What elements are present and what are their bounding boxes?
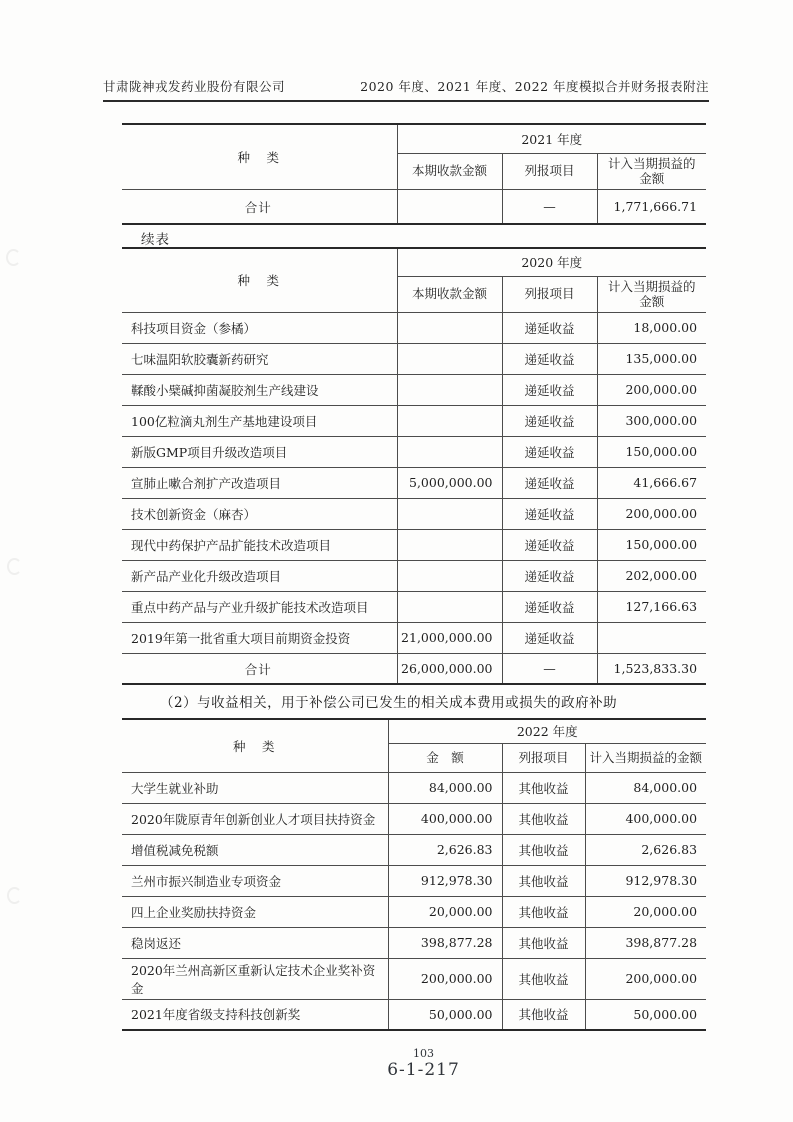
table-header-row: [122, 124, 706, 153]
scan-artifact: [6, 249, 21, 266]
cell-profit: 1,771,666.71: [597, 189, 706, 224]
table-header-row: [122, 719, 706, 743]
cell-profit: 18,000.00: [597, 312, 706, 343]
table-row: [122, 591, 706, 622]
government-grant-table-2022: [122, 718, 706, 1031]
cell-item: 其他收益: [502, 803, 585, 834]
column-header-profit: 计入当期损益的金额: [597, 153, 706, 189]
cell-item: —: [502, 653, 597, 684]
cell-category: 宣肺止嗽合剂扩产改造项目: [122, 467, 397, 498]
cell-category: 合计: [122, 189, 397, 224]
cell-amount: 5,000,000.00: [397, 467, 502, 498]
cell-profit: 2,626.83: [585, 834, 706, 865]
cell-item: 其他收益: [502, 927, 585, 958]
column-header-profit: 计入当期损益的金额: [597, 276, 706, 312]
table-total-row: [122, 653, 706, 684]
cell-category: 稳岗返还: [122, 927, 388, 958]
table-row: [122, 467, 706, 498]
table-row: [122, 803, 706, 834]
table-row: [122, 834, 706, 865]
cell-amount: 26,000,000.00: [397, 653, 502, 684]
section-heading: （2）与收益相关，用于补偿公司已发生的相关成本费用或损失的政府补助: [160, 695, 618, 711]
cell-amount: [397, 189, 502, 224]
cell-profit: 150,000.00: [597, 436, 706, 467]
column-header-amount: 本期收款金额: [397, 153, 502, 189]
column-header-year: 2021 年度: [397, 124, 706, 153]
cell-amount: 912,978.30: [388, 865, 502, 896]
cell-profit: 398,877.28: [585, 927, 706, 958]
column-header-category: 种 类: [122, 719, 388, 772]
cell-category: 大学生就业补助: [122, 772, 388, 803]
government-grant-table-2021: [122, 123, 706, 225]
cell-item: 其他收益: [502, 999, 585, 1030]
table-row: [122, 405, 706, 436]
cell-item: 递延收益: [502, 498, 597, 529]
cell-amount: 50,000.00: [388, 999, 502, 1030]
cell-amount: [397, 560, 502, 591]
page-number: 103: [413, 1047, 434, 1060]
cell-item: —: [502, 189, 597, 224]
cell-profit: 20,000.00: [585, 896, 706, 927]
cell-amount: [397, 343, 502, 374]
document-number: 6-1-217: [387, 1060, 460, 1080]
table-row: [122, 312, 706, 343]
cell-item: 递延收益: [502, 560, 597, 591]
cell-item: 递延收益: [502, 622, 597, 653]
cell-category: 新产品产业化升级改造项目: [122, 560, 397, 591]
cell-profit: 400,000.00: [585, 803, 706, 834]
cell-item: 其他收益: [502, 834, 585, 865]
cell-amount: 400,000.00: [388, 803, 502, 834]
table-row: [122, 529, 706, 560]
cell-amount: [397, 529, 502, 560]
cell-category: 100亿粒滴丸剂生产基地建设项目: [122, 405, 397, 436]
cell-profit: 200,000.00: [597, 498, 706, 529]
table-row: [122, 772, 706, 803]
cell-profit: 912,978.30: [585, 865, 706, 896]
cell-category: 兰州市振兴制造业专项资金: [122, 865, 388, 896]
cell-amount: 84,000.00: [388, 772, 502, 803]
table-row: [122, 927, 706, 958]
scan-artifact: [7, 887, 22, 904]
column-header-item: 列报项目: [502, 743, 585, 772]
continuation-label: 续表: [141, 232, 170, 248]
column-header-category: 种 类: [122, 248, 397, 312]
cell-category: 新版GMP项目升级改造项目: [122, 436, 397, 467]
cell-profit: 41,666.67: [597, 467, 706, 498]
cell-category: 技术创新资金（麻杏）: [122, 498, 397, 529]
cell-amount: [397, 374, 502, 405]
table-total-row: [122, 189, 706, 224]
cell-profit: 200,000.00: [585, 958, 706, 999]
cell-category: 合计: [122, 653, 397, 684]
cell-profit: 200,000.00: [597, 374, 706, 405]
table-row: [122, 958, 706, 999]
column-header-item: 列报项目: [502, 153, 597, 189]
table-row: [122, 374, 706, 405]
cell-profit: 50,000.00: [585, 999, 706, 1030]
table-row: [122, 999, 706, 1030]
running-header: [103, 77, 709, 102]
cell-profit: 202,000.00: [597, 560, 706, 591]
cell-item: 递延收益: [502, 343, 597, 374]
table-row: [122, 622, 706, 653]
cell-amount: 398,877.28: [388, 927, 502, 958]
cell-category: 四上企业奖励扶持资金: [122, 896, 388, 927]
cell-profit: 84,000.00: [585, 772, 706, 803]
cell-amount: [397, 436, 502, 467]
cell-item: 其他收益: [502, 865, 585, 896]
cell-category: 现代中药保护产品扩能技术改造项目: [122, 529, 397, 560]
cell-profit: 135,000.00: [597, 343, 706, 374]
cell-item: 递延收益: [502, 591, 597, 622]
cell-item: 递延收益: [502, 436, 597, 467]
page-footer: [27, 1047, 793, 1081]
cell-amount: [397, 405, 502, 436]
cell-category: 七味温阳软胶囊新药研究: [122, 343, 397, 374]
cell-category: 2020年兰州高新区重新认定技术企业奖补资金: [122, 958, 388, 999]
cell-amount: [397, 591, 502, 622]
cell-item: 递延收益: [502, 374, 597, 405]
table-header-row: [122, 248, 706, 276]
table-row: [122, 436, 706, 467]
cell-item: 递延收益: [502, 312, 597, 343]
cell-profit: 150,000.00: [597, 529, 706, 560]
column-header-year: 2020 年度: [397, 248, 706, 276]
cell-amount: 20,000.00: [388, 896, 502, 927]
cell-amount: [397, 312, 502, 343]
cell-item: 其他收益: [502, 772, 585, 803]
cell-category: 科技项目资金（参橘）: [122, 312, 397, 343]
cell-amount: 2,626.83: [388, 834, 502, 865]
cell-amount: [397, 498, 502, 529]
table-row: [122, 343, 706, 374]
column-header-year: 2022 年度: [388, 719, 706, 743]
cell-amount: 21,000,000.00: [397, 622, 502, 653]
cell-profit: 127,166.63: [597, 591, 706, 622]
column-header-category: 种 类: [122, 124, 397, 189]
cell-category: 2019年第一批省重大项目前期资金投资: [122, 622, 397, 653]
cell-profit: 300,000.00: [597, 405, 706, 436]
cell-category: 增值税减免税额: [122, 834, 388, 865]
column-header-amount: 本期收款金额: [397, 276, 502, 312]
cell-category: 2020年陇原青年创新创业人才项目扶持资金: [122, 803, 388, 834]
cell-item: 递延收益: [502, 467, 597, 498]
cell-category: 鞣酸小檗碱抑菌凝胶剂生产线建设: [122, 374, 397, 405]
company-name: 甘肃陇神戎发药业股份有限公司: [103, 79, 286, 94]
table-row: [122, 896, 706, 927]
column-header-amount: 金 额: [388, 743, 502, 772]
table-row: [122, 865, 706, 896]
cell-profit: 1,523,833.30: [597, 653, 706, 684]
column-header-item: 列报项目: [502, 276, 597, 312]
column-header-profit: 计入当期损益的金额: [585, 743, 706, 772]
cell-item: 其他收益: [502, 896, 585, 927]
table-row: [122, 498, 706, 529]
cell-category: 2021年度省级支持科技创新奖: [122, 999, 388, 1030]
government-grant-table-2020: [122, 247, 706, 685]
cell-amount: 200,000.00: [388, 958, 502, 999]
cell-item: 其他收益: [502, 958, 585, 999]
cell-category: 重点中药产品与产业升级扩能技术改造项目: [122, 591, 397, 622]
table-row: [122, 560, 706, 591]
cell-profit: [597, 622, 706, 653]
cell-item: 递延收益: [502, 529, 597, 560]
report-title: 2020 年度、2021 年度、2022 年度模拟合并财务报表附注: [360, 79, 709, 94]
scan-artifact: [7, 558, 22, 575]
cell-item: 递延收益: [502, 405, 597, 436]
